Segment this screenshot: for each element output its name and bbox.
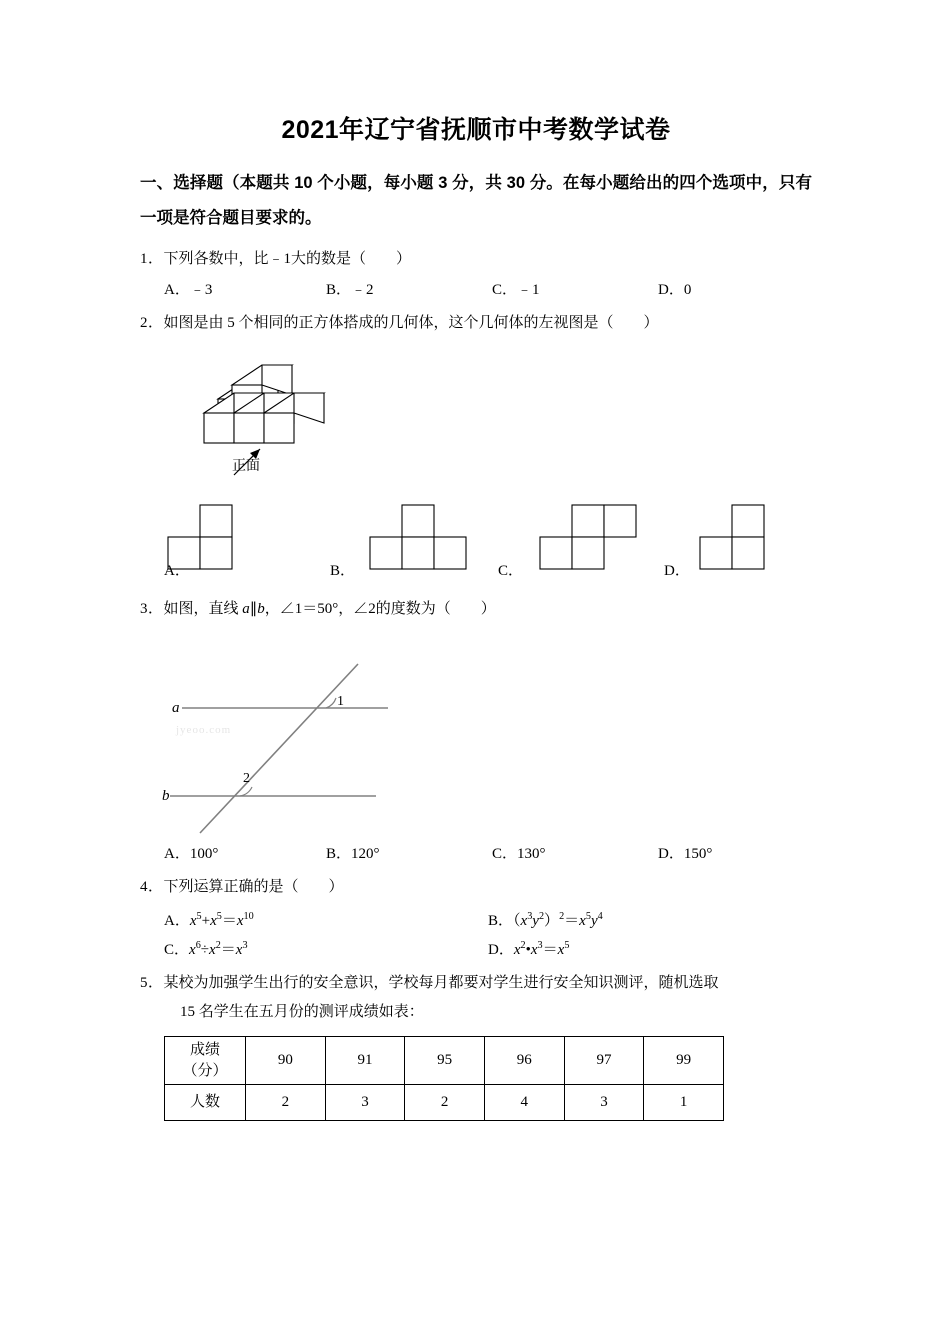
table-row-counts — [165, 1084, 724, 1120]
angle-1-label: 1 — [337, 693, 344, 709]
choice-b[interactable]: B．﹣2 — [326, 281, 374, 298]
question-4-choices-row-1 — [140, 909, 812, 930]
q4-choice-c[interactable]: C．$x^6\div x^2=x^3$ — [164, 940, 248, 959]
question-5-number: 5． — [140, 975, 164, 992]
choice-d[interactable]: D．0 — [658, 281, 692, 298]
question-3 — [140, 595, 812, 624]
question-3-var-b: b — [257, 601, 265, 618]
watermark-text: jyeoo.com — [176, 723, 232, 736]
question-2-number: 2． — [140, 314, 164, 331]
question-2-choice-d-label[interactable]: D． — [664, 563, 690, 580]
question-2-options-svg — [140, 499, 812, 585]
score-cell: 96 — [484, 1037, 564, 1085]
question-2 — [140, 309, 812, 338]
question-4 — [140, 873, 812, 902]
q3-choice-d[interactable]: D．150° — [658, 845, 713, 862]
score-cell: 91 — [325, 1037, 405, 1085]
count-cell: 3 — [325, 1084, 405, 1120]
question-3-text-b: ，∠1＝50°，∠2的度数为（ ） — [264, 601, 496, 618]
cube-solid-svg — [170, 343, 400, 493]
score-header-text: 成绩 — [189, 1042, 220, 1059]
question-5-text-line2: 15 名学生在五月份的测评成绩如表： — [180, 1003, 424, 1020]
question-3-number: 3． — [140, 601, 164, 618]
q4-choice-a[interactable]: A．$x^5+x^5=x^{10}$ — [164, 911, 254, 930]
question-2-text: 如图是由 5 个相同的正方体搭成的几何体，这个几何体的左视图是（ ） — [163, 314, 659, 331]
q4-choice-b[interactable]: B．$(x^3y^2)^2=x^5y^4$ — [488, 911, 603, 930]
question-5-text: 某校为加强学生出行的安全意识，学校每月都要对学生进行安全知识测评，随机选取 — [163, 975, 719, 992]
page-content — [140, 110, 812, 1121]
score-cell: 97 — [564, 1037, 644, 1085]
question-1 — [140, 245, 812, 274]
table-row-scores — [165, 1037, 724, 1085]
question-3-parallel-symbol: ∥ — [249, 601, 258, 618]
count-row-header: 人数 — [165, 1084, 246, 1120]
score-table — [164, 1036, 724, 1121]
question-2-choice-b-label[interactable]: B． — [330, 563, 356, 580]
choice-a[interactable]: A．﹣3 — [164, 281, 213, 298]
line-b-label: b — [162, 787, 170, 804]
choice-c[interactable]: C．﹣1 — [492, 281, 540, 298]
score-header-unit: （分） — [182, 1062, 228, 1079]
cube-solid-figure — [170, 343, 812, 493]
q4-choice-d[interactable]: D．$x^2•x^3=x^5$ — [488, 940, 570, 959]
question-2-choice-c-label[interactable]: C． — [498, 563, 524, 580]
angle-2-label: 2 — [243, 770, 250, 786]
question-1-choices — [140, 278, 812, 299]
q3-choice-a[interactable]: A．100° — [164, 845, 219, 862]
question-3-var-a: a — [242, 601, 250, 618]
count-cell: 2 — [246, 1084, 326, 1120]
question-1-text: 下列各数中，比﹣1大的数是（ ） — [163, 251, 412, 268]
question-2-choice-a-label[interactable]: A． — [164, 563, 190, 580]
question-4-text: 下列运算正确的是（ ） — [163, 878, 344, 895]
question-4-number: 4． — [140, 878, 164, 895]
score-cell: 99 — [644, 1037, 724, 1085]
q3-choice-c[interactable]: C．130° — [492, 845, 546, 862]
question-5 — [140, 969, 812, 998]
count-cell: 4 — [484, 1084, 564, 1120]
section-heading: 一、选择题（本题共 10 个小题，每小题 3 分，共 30 分。在每小题给出的四个选项中，只有一项是符合题目要求的。 — [140, 174, 812, 227]
q3-choice-b[interactable]: B．120° — [326, 845, 380, 862]
front-direction-label: 正面 — [232, 459, 260, 475]
page-title: 2021年辽宁省抚顺市中考数学试卷 — [281, 116, 671, 144]
count-cell: 1 — [644, 1084, 724, 1120]
question-4-choices-row-2 — [140, 938, 812, 959]
count-cell: 2 — [405, 1084, 485, 1120]
count-cell: 3 — [564, 1084, 644, 1120]
score-cell: 90 — [246, 1037, 326, 1085]
score-row-header — [165, 1037, 246, 1085]
score-cell: 95 — [405, 1037, 485, 1085]
question-2-option-figures — [140, 499, 812, 585]
parallel-lines-figure — [140, 628, 812, 848]
question-1-number: 1． — [140, 251, 164, 268]
question-3-text-a: 如图，直线 — [163, 601, 243, 618]
line-a-label: a — [172, 699, 180, 716]
